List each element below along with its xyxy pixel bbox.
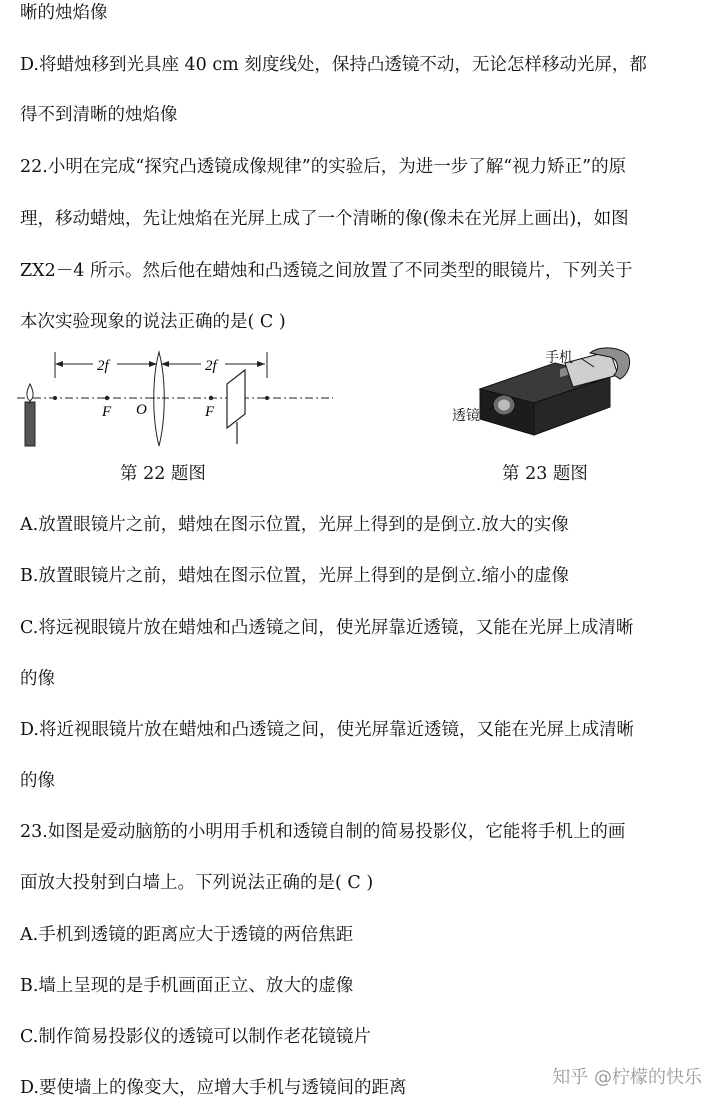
- convex-lens: [154, 352, 165, 446]
- question-23-option-d: D.要使墙上的像变大，应增大手机与透镜间的距离: [20, 1078, 407, 1098]
- light-screen: [227, 370, 245, 428]
- figure-22-diagram: [15, 348, 335, 448]
- question-22-stem-4: 本次实验现象的说法正确的是( C ): [20, 312, 286, 332]
- watermark: 知乎 @柠檬的快乐: [552, 1067, 702, 1088]
- question-22-option-c-1: C.将远视眼镜片放在蜡烛和凸透镜之间，使光屏靠近透镜，又能在光屏上成清晰: [20, 618, 634, 638]
- label-phone: 手机: [545, 350, 573, 366]
- label-2f-right: 2f: [205, 358, 217, 374]
- question-23-option-b: B.墙上呈现的是手机画面正立、放大的虚像: [20, 976, 354, 996]
- question-23-stem-1: 23.如图是爱动脑筋的小明用手机和透镜自制的简易投影仪，它能将手机上的画: [20, 822, 626, 842]
- question-22-option-c-2: 的像: [20, 669, 55, 689]
- question-22-option-b: B.放置眼镜片之前，蜡烛在图示位置，光屏上得到的是倒立.缩小的虚像: [20, 566, 569, 586]
- label-lens: 透镜: [452, 408, 480, 424]
- text-line-1: 晰的烛焰像: [20, 3, 108, 23]
- question-22-option-d-1: D.将近视眼镜片放在蜡烛和凸透镜之间，使光屏靠近透镜，又能在光屏上成清晰: [20, 720, 634, 740]
- label-focus-right: F: [205, 404, 215, 420]
- label-2f-left: 2f: [97, 358, 109, 374]
- label-focus-left: F: [102, 404, 112, 420]
- question-22-option-a: A.放置眼镜片之前，蜡烛在图示位置，光屏上得到的是倒立.放大的实像: [20, 515, 569, 535]
- label-optical-center: O: [136, 402, 147, 418]
- question-23-stem-2: 面放大投射到白墙上。下列说法正确的是( C ): [20, 873, 374, 893]
- question-22-stem-2: 理，移动蜡烛，先让烛焰在光屏上成了一个清晰的像(像未在光屏上画出)，如图: [20, 209, 629, 229]
- candle: [25, 402, 35, 446]
- figure-22-caption: 第 22 题图: [120, 464, 206, 484]
- figure-23-caption: 第 23 题图: [502, 464, 588, 484]
- question-22-option-d-2: 的像: [20, 771, 55, 791]
- text-line-2: D.将蜡烛移到光具座 40 cm 刻度线处，保持凸透镜不动，无论怎样移动光屏，都: [20, 55, 647, 75]
- question-22-stem-3: ZX2－4 所示。然后他在蜡烛和凸透镜之间放置了不同类型的眼镜片，下列关于: [20, 261, 633, 281]
- candle-flame: [27, 384, 33, 401]
- text-line-3: 得不到清晰的烛焰像: [20, 105, 178, 125]
- question-23-option-c: C.制作简易投影仪的透镜可以制作老花镜镜片: [20, 1027, 371, 1047]
- question-23-option-a: A.手机到透镜的距离应大于透镜的两倍焦距: [20, 925, 354, 945]
- question-22-stem-1: 22.小明在完成“探究凸透镜成像规律”的实验后，为进一步了解“视力矫正”的原: [20, 157, 627, 177]
